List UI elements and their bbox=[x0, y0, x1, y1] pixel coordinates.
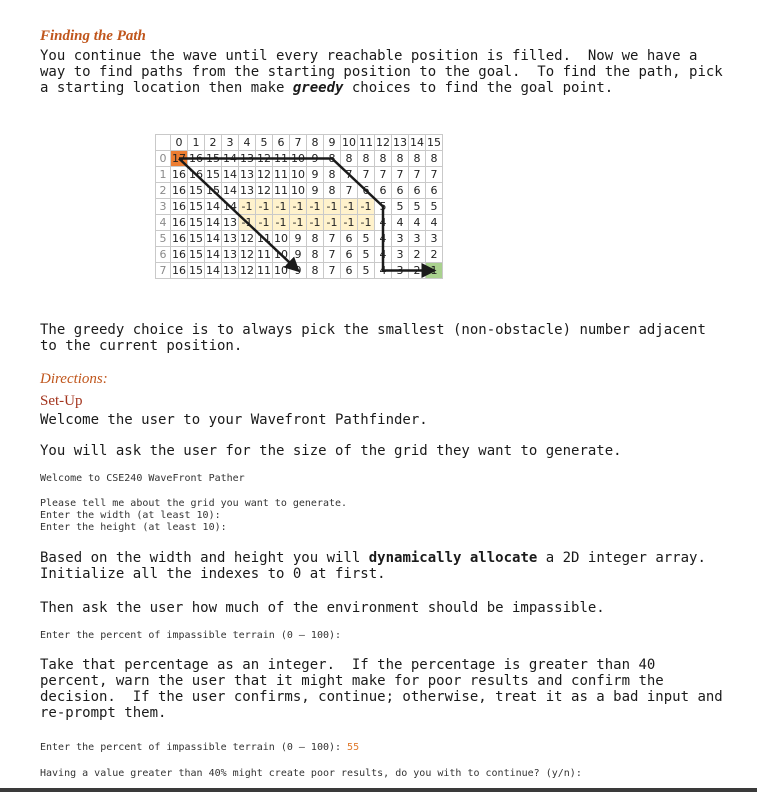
intro-line-2: way to find paths from the starting position to the goal. To find the path, pick bbox=[40, 64, 723, 80]
grid-cell: 7 bbox=[341, 183, 358, 199]
percentage-line-3: decision. If the user confirms, continue; otherwise, treat it as a bad input and bbox=[40, 689, 723, 705]
grid-cell: 10 bbox=[291, 152, 305, 165]
grid-column-header: 2 bbox=[205, 135, 222, 151]
grid-column-header: 3 bbox=[222, 135, 239, 151]
grid-cell: 14 bbox=[206, 232, 220, 245]
grid-row-header: 5 bbox=[156, 231, 171, 247]
grid-cell: 11 bbox=[257, 248, 271, 261]
percentage-line-4: re-prompt them. bbox=[40, 705, 167, 721]
grid-cell: 8 bbox=[324, 151, 341, 167]
grid-column-header: 5 bbox=[256, 135, 273, 151]
grid-cell: 7 bbox=[375, 167, 392, 183]
grid-cell: 15 bbox=[189, 184, 203, 197]
welcome-line: Welcome the user to your Wavefront Pathfinder. bbox=[40, 412, 428, 428]
grid-cell: -1 bbox=[256, 215, 273, 231]
grid-cell: -1 bbox=[256, 199, 273, 215]
grid-cell: 11 bbox=[274, 184, 288, 197]
intro-line-3-before: a starting location then make bbox=[40, 80, 293, 96]
grid-cell: -1 bbox=[239, 215, 256, 231]
grid-cell: 3 bbox=[426, 231, 443, 247]
grid-row-header: 2 bbox=[156, 183, 171, 199]
grid-cell: 5 bbox=[426, 199, 443, 215]
grid-cell: 11 bbox=[274, 152, 288, 165]
grid-cell: 13 bbox=[240, 152, 254, 165]
grid-column-header: 1 bbox=[188, 135, 205, 151]
greedy-note-line-2: to the current position. bbox=[40, 338, 243, 354]
grid-row bbox=[156, 199, 443, 215]
grid-row-header: 4 bbox=[156, 215, 171, 231]
grid-row bbox=[156, 167, 443, 183]
grid-cell: 12 bbox=[240, 264, 254, 277]
grid-cell: 16 bbox=[189, 168, 203, 181]
grid-cell: 16 bbox=[172, 248, 186, 261]
grid-cell: 4 bbox=[409, 215, 426, 231]
grid-cell: 5 bbox=[409, 199, 426, 215]
greedy-emphasis: greedy bbox=[292, 80, 344, 96]
grid-cell: 5 bbox=[375, 199, 392, 215]
grid-cell: 8 bbox=[307, 231, 324, 247]
grid-cell: 13 bbox=[223, 264, 237, 277]
grid-cell: 7 bbox=[426, 167, 443, 183]
grid-cell: 9 bbox=[290, 263, 307, 279]
grid-cell: 12 bbox=[257, 184, 271, 197]
intro-line-3-after: choices to find the goal point. bbox=[343, 80, 614, 96]
console-prompt-2: Enter the width (at least 10): bbox=[40, 510, 221, 521]
grid-cell: -1 bbox=[324, 199, 341, 215]
grid-cell: 16 bbox=[172, 184, 186, 197]
grid-cell: 14 bbox=[206, 264, 220, 277]
grid-cell: -1 bbox=[324, 215, 341, 231]
console-prompt-3: Enter the height (at least 10): bbox=[40, 522, 227, 533]
setup-title: Set-Up bbox=[40, 393, 83, 409]
percentage-line-2: percent, warn the user that it might make for poor results and confirm the bbox=[40, 673, 664, 689]
grid-cell: 14 bbox=[223, 200, 237, 213]
directions-title: Directions: bbox=[40, 371, 108, 387]
section-title: Finding the Path bbox=[40, 28, 146, 44]
grid-cell: 7 bbox=[324, 263, 341, 279]
grid-cell: 15 bbox=[189, 232, 203, 245]
grid-cell: 8 bbox=[426, 151, 443, 167]
grid-cell: 2 bbox=[426, 247, 443, 263]
intro-line-1: You continue the wave until every reachable position is filled. Now we have a bbox=[40, 48, 698, 64]
grid-cell: 15 bbox=[206, 184, 220, 197]
grid-cell: 14 bbox=[206, 248, 220, 261]
grid-cell: 5 bbox=[358, 247, 375, 263]
grid-cell: 14 bbox=[223, 152, 237, 165]
grid-cell: 8 bbox=[375, 151, 392, 167]
grid-cell: 6 bbox=[426, 183, 443, 199]
grid-cell: 7 bbox=[341, 167, 358, 183]
grid-cell: 6 bbox=[392, 183, 409, 199]
grid-column-header: 8 bbox=[307, 135, 324, 151]
percentage-line-1: Take that percentage as an integer. If the percentage is greater than 40 bbox=[40, 657, 656, 673]
grid-cell: 12 bbox=[240, 248, 254, 261]
grid-cell: 14 bbox=[206, 200, 220, 213]
grid-row-header: 1 bbox=[156, 167, 171, 183]
grid-cell: 8 bbox=[409, 151, 426, 167]
grid-cell: 3 bbox=[392, 231, 409, 247]
alloc-line-2: Initialize all the indexes to 0 at first. bbox=[40, 566, 386, 582]
alloc-line-1-before: Based on the width and height you will bbox=[40, 550, 369, 566]
grid-row-header: 6 bbox=[156, 247, 171, 263]
grid-cell: 10 bbox=[291, 168, 305, 181]
grid-row bbox=[156, 215, 443, 231]
grid-cell: 5 bbox=[358, 231, 375, 247]
grid-cell: -1 bbox=[341, 215, 358, 231]
console-percent-prompt: Enter the percent of impassible terrain (0 – 100): bbox=[40, 630, 342, 641]
grid-cell: 9 bbox=[290, 231, 307, 247]
grid-cell: 8 bbox=[324, 167, 341, 183]
grid-cell: -1 bbox=[273, 199, 290, 215]
grid-cell: 7 bbox=[324, 231, 341, 247]
grid-cell: 16 bbox=[172, 168, 186, 181]
grid-cell: 11 bbox=[257, 264, 271, 277]
grid-cell: 8 bbox=[341, 151, 358, 167]
console-prompt-1: Please tell me about the grid you want to generate. bbox=[40, 498, 348, 509]
grid-cell: 9 bbox=[307, 183, 324, 199]
grid-cell: 3 bbox=[409, 231, 426, 247]
grid-column-header: 11 bbox=[359, 136, 373, 149]
grid-cell: 15 bbox=[189, 200, 203, 213]
grid-cell: 3 bbox=[392, 263, 409, 279]
grid-cell: -1 bbox=[273, 215, 290, 231]
grid-cell: 6 bbox=[341, 247, 358, 263]
console-welcome: Welcome to CSE240 WaveFront Pather bbox=[40, 473, 245, 484]
grid-column-header: 4 bbox=[239, 135, 256, 151]
grid-cell: 7 bbox=[358, 167, 375, 183]
grid-cell: -1 bbox=[290, 199, 307, 215]
grid-cell: 12 bbox=[257, 152, 271, 165]
grid-column-header: 9 bbox=[324, 135, 341, 151]
console-percent-entry bbox=[40, 742, 730, 754]
grid-cell: 5 bbox=[392, 199, 409, 215]
grid-cell: 13 bbox=[223, 248, 237, 261]
grid-cell: 12 bbox=[257, 168, 271, 181]
grid-cell: 8 bbox=[307, 247, 324, 263]
grid-column-header: 10 bbox=[342, 136, 356, 149]
grid-cell: -1 bbox=[307, 199, 324, 215]
grid-cell: -1 bbox=[239, 199, 256, 215]
grid-row-header: 0 bbox=[156, 151, 171, 167]
grid-cell: 9 bbox=[290, 247, 307, 263]
grid-cell: 10 bbox=[291, 184, 305, 197]
grid-cell: 6 bbox=[358, 183, 375, 199]
grid-cell: 1 bbox=[426, 263, 443, 279]
grid-row bbox=[156, 247, 443, 263]
ask-size-line: You will ask the user for the size of the grid they want to generate. bbox=[40, 443, 622, 459]
grid-cell: 13 bbox=[223, 216, 237, 229]
console-percent-prompt-again: Enter the percent of impassible terrain (0 – 100): bbox=[40, 742, 348, 753]
page-bottom-divider bbox=[0, 788, 757, 792]
impassible-line: Then ask the user how much of the environment should be impassible. bbox=[40, 600, 605, 616]
grid-header-row bbox=[156, 135, 443, 151]
grid-column-header: 15 bbox=[427, 136, 441, 149]
grid-cell: 10 bbox=[274, 232, 288, 245]
console-grid-prompts bbox=[40, 498, 730, 534]
wavefront-grid bbox=[155, 134, 443, 279]
grid-cell: 10 bbox=[274, 264, 288, 277]
grid-cell: 6 bbox=[341, 231, 358, 247]
greedy-note bbox=[40, 322, 730, 354]
grid-cell: 8 bbox=[324, 183, 341, 199]
greedy-note-line-1: The greedy choice is to always pick the smallest (non-obstacle) number adjacent bbox=[40, 322, 706, 338]
dynamic-alloc-emphasis: dynamically allocate bbox=[368, 550, 538, 566]
grid-cell: 16 bbox=[189, 152, 203, 165]
grid-cell: 15 bbox=[206, 152, 220, 165]
grid-corner-cell bbox=[156, 135, 171, 151]
grid-cell: 8 bbox=[392, 151, 409, 167]
grid-cell: 15 bbox=[206, 168, 220, 181]
grid-column-header: 6 bbox=[273, 135, 290, 151]
grid-cell: 5 bbox=[358, 263, 375, 279]
grid-row-header: 3 bbox=[156, 199, 171, 215]
grid-cell: 4 bbox=[375, 215, 392, 231]
alloc-paragraph bbox=[40, 550, 730, 582]
grid-column-header: 7 bbox=[290, 135, 307, 151]
percentage-paragraph bbox=[40, 657, 730, 721]
grid-row bbox=[156, 231, 443, 247]
grid-cell: 6 bbox=[341, 263, 358, 279]
grid-cell: -1 bbox=[341, 199, 358, 215]
grid-cell: 7 bbox=[409, 167, 426, 183]
grid-cell: 3 bbox=[392, 247, 409, 263]
grid-cell: 8 bbox=[307, 263, 324, 279]
grid-cell: 15 bbox=[189, 216, 203, 229]
grid-cell: 10 bbox=[274, 248, 288, 261]
grid-cell: 13 bbox=[223, 232, 237, 245]
grid-cell: 9 bbox=[307, 151, 324, 167]
grid-cell: -1 bbox=[290, 215, 307, 231]
grid-cell: 2 bbox=[409, 247, 426, 263]
grid-cell: 4 bbox=[375, 263, 392, 279]
grid-column-header: 0 bbox=[171, 135, 188, 151]
grid-cell: 2 bbox=[409, 263, 426, 279]
grid-cell: -1 bbox=[358, 199, 375, 215]
grid-row bbox=[156, 263, 443, 279]
grid-row-header: 7 bbox=[156, 263, 171, 279]
grid-column-header: 13 bbox=[393, 136, 407, 149]
intro-paragraph bbox=[40, 48, 730, 96]
grid-cell: 14 bbox=[223, 184, 237, 197]
grid-cell: 13 bbox=[240, 168, 254, 181]
grid-row bbox=[156, 151, 443, 167]
grid-cell: 11 bbox=[257, 232, 271, 245]
grid-cell: 13 bbox=[240, 184, 254, 197]
grid-cell: 14 bbox=[206, 216, 220, 229]
grid-cell: 4 bbox=[375, 231, 392, 247]
grid-cell: -1 bbox=[358, 215, 375, 231]
grid-cell: 4 bbox=[375, 247, 392, 263]
grid-cell: 15 bbox=[189, 264, 203, 277]
grid-cell: 7 bbox=[392, 167, 409, 183]
grid-cell: 16 bbox=[172, 200, 186, 213]
grid-cell: 7 bbox=[324, 247, 341, 263]
grid-cell: 4 bbox=[426, 215, 443, 231]
grid-cell: 15 bbox=[189, 248, 203, 261]
grid-cell: 4 bbox=[392, 215, 409, 231]
grid-row bbox=[156, 183, 443, 199]
grid-cell: 17 bbox=[172, 152, 186, 165]
grid-cell: 12 bbox=[240, 232, 254, 245]
grid-cell: 11 bbox=[274, 168, 288, 181]
grid-cell: 14 bbox=[223, 168, 237, 181]
grid-cell: 6 bbox=[375, 183, 392, 199]
grid-cell: 8 bbox=[358, 151, 375, 167]
grid-cell: -1 bbox=[307, 215, 324, 231]
grid-cell: 16 bbox=[172, 264, 186, 277]
grid-cell: 16 bbox=[172, 216, 186, 229]
grid-column-header: 14 bbox=[410, 136, 424, 149]
console-percent-value: 55 bbox=[347, 742, 360, 753]
grid-column-header: 12 bbox=[376, 136, 390, 149]
alloc-line-1-after: a 2D integer array. bbox=[537, 550, 706, 566]
grid-cell: 9 bbox=[307, 167, 324, 183]
grid-cell: 16 bbox=[172, 232, 186, 245]
console-warning: Having a value greater than 40% might create poor results, do you with to continue? (y/n): bbox=[40, 768, 582, 779]
grid-cell: 6 bbox=[409, 183, 426, 199]
